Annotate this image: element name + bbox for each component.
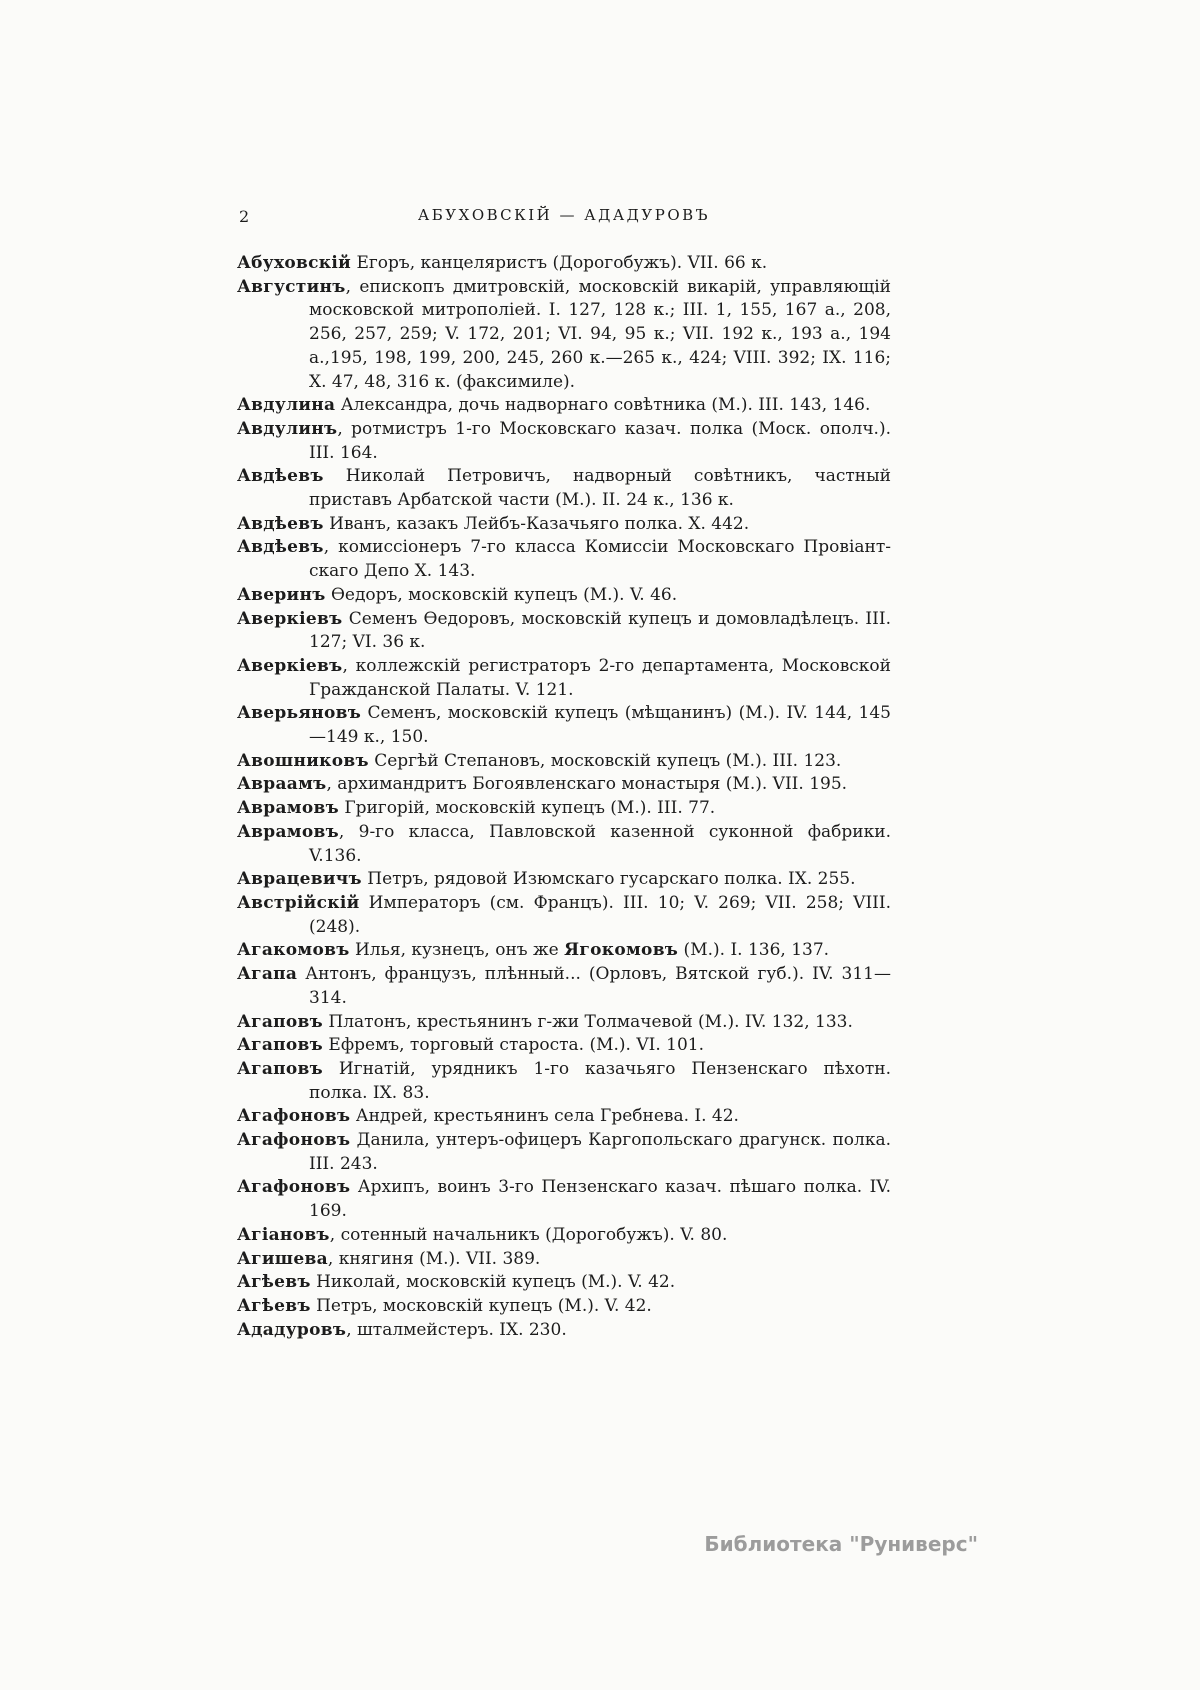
entry-text: , ротмистръ 1-го Московскаго казач. полка (Моск. ополч.). III. 164. [309,418,891,463]
entry-headword: Агаповъ [237,1011,324,1032]
entry-headword: Аврамовъ [237,798,339,819]
entry-headword: Аврацевичъ [237,869,362,890]
entry-text: , комиссіонеръ 7-го класса Комиссіи Московскаго Провіантскаго Депо X. 143. [309,537,891,582]
entry-headword: Агафоновъ [237,1177,351,1198]
entry-headword: Австрійскій [237,892,360,913]
entry-text: , епископъ дмитровскій, московскій викарій, управляющій московской митрополіей. I. 127, 128 к.; III. 1, 155, 167 а., 208, 256, 257, 259; V. 172, 201; VI. 94, 95 к.; VII. 192 к., 193 а., 194 а.,195, 198, 199, 200, 245, 260 к.—265 к., 424; VIII. 392; IX. 116; X. 47, 48, 316 к. (факсимиле). [309,276,891,392]
entry-text: Императоръ (см. Францъ). III. 10; V. 269; VII. 258; VIII. (248). [309,892,891,937]
entry-headword: Авдѣевъ [237,466,324,487]
index-entry [237,1176,891,1223]
index-entry [237,418,891,465]
entry-headword: Агафоновъ [237,1130,351,1151]
entry-headword: Агакомовъ [237,940,350,961]
entry-text: Архипъ, воинъ 3-го Пензенскаго казач. пѣшаго полка. IV. 169. [309,1177,891,1222]
scanned-page [237,206,891,1342]
entry-text: , княгиня (М.). VII. 389. [327,1248,541,1269]
index-entry [237,252,891,276]
entry-headword: Авдѣевъ [237,513,324,534]
entry-headword: Агаповъ [237,1058,324,1079]
entry-headword: Ягокомовъ [564,940,679,961]
entry-headword: Авдѣевъ [237,537,324,558]
entry-headword: Агафоновъ [237,1106,351,1127]
entry-text: Егоръ, канцеляристъ (Дорогобужъ). VII. 66 к. [351,253,768,273]
entry-headword: Агѣевъ [237,1295,311,1316]
index-entry [237,1319,891,1343]
entry-headword: Аверкіевъ [237,608,343,629]
entry-text: Сергѣй Степановъ, московскій купецъ (М.). III. 123. [368,750,842,771]
entry-headword: Агапа [237,964,298,985]
entry-text: Александра, дочь надворнаго совѣтника (М.). III. 143, 146. [335,395,871,416]
entry-headword: Аверьяновъ [237,703,362,724]
index-entry [237,1271,891,1295]
entry-text: , 9-го класса, Павловской казенной суконной фабрики. V.136. [309,821,891,866]
entry-text: Николай, московскій купецъ (М.). V. 42. [310,1272,676,1293]
index-entry [237,465,891,512]
index-entry [237,608,891,655]
index-entry [237,513,891,537]
entry-text: Платонъ, крестьянинъ г-жи Толмачевой (М.). IV. 132, 133. [323,1011,853,1032]
entry-headword: Авраамъ [237,774,327,795]
entry-headword: Ададуровъ [237,1319,347,1340]
entry-headword: Агіановъ [237,1224,330,1245]
entry-headword: Аврамовъ [237,821,339,842]
entry-headword: Агишева [237,1248,328,1269]
entry-text: Иванъ, казакъ Лейбъ-Казачьяго полка. X. 442. [323,513,750,534]
entry-headword: Абуховскій [237,253,352,273]
entry-text: Илья, кузнецъ, онъ же [349,940,565,961]
index-entry [237,797,891,821]
index-entry [237,1248,891,1272]
index-entry [237,939,891,963]
index-entry [237,702,891,749]
page-header [237,206,891,228]
index-entry [237,892,891,939]
entry-text: Андрей, крестьянинъ села Гребнева. I. 42. [350,1106,739,1127]
entry-text: Ефремъ, торговый староста. (М.). VI. 101. [323,1035,705,1056]
entry-text: , коллежскій регистраторъ 2-го департамента, Московской Гражданской Палаты. V. 121. [309,655,891,700]
entry-text: Григорій, московскій купецъ (М.). III. 77. [338,798,716,819]
entry-text: Ѳедоръ, московскій купецъ (М.). V. 46. [325,584,678,605]
index-entries [237,252,891,1342]
entry-text: , сотенный начальникъ (Дорогобужъ). V. 80. [329,1224,728,1245]
index-entry [237,276,891,395]
index-entry [237,1295,891,1319]
entry-text: Данила, унтеръ-офицеръ Каргопольскаго драгунск. полка. III. 243. [309,1130,891,1174]
entry-headword: Авошниковъ [237,750,369,771]
index-entry [237,655,891,702]
entry-text: Петръ, рядовой Изюмскаго гусарскаго полка. IX. 255. [361,869,856,890]
entry-text: , архимандритъ Богоявленскаго монастыря (М.). VII. 195. [326,774,848,795]
index-entry [237,1034,891,1058]
entry-text: Семенъ Ѳедоровъ, московскій купецъ и домовладѣлецъ. III. 127; VI. 36 к. [309,608,891,653]
entry-headword: Агаповъ [237,1035,324,1056]
entry-text: (М.). I. 136, 137. [678,940,830,961]
index-entry [237,536,891,583]
entry-headword: Аверкіевъ [237,655,343,676]
index-entry [237,821,891,868]
index-entry [237,1105,891,1129]
entry-text: Семенъ, московскій купецъ (мѣщанинъ) (М.). IV. 144, 145—149 к., 150. [309,703,891,748]
running-head: АБУХОВСКІЙ — АДАДУРОВЪ [417,206,711,224]
index-entry [237,963,891,1010]
entry-text: , шталмейстеръ. IX. 230. [346,1319,567,1340]
entry-headword: Агѣевъ [237,1272,311,1293]
entry-text: Петръ, московскій купецъ (М.). V. 42. [310,1295,652,1316]
entry-text: Николай Петровичъ, надворный совѣтникъ, частный приставъ Арбатской части (М.). II. 24 к., 136 к. [309,466,891,511]
entry-headword: Авдулина [237,395,336,416]
index-entry [237,1058,891,1105]
index-entry [237,1129,891,1176]
index-entry [237,584,891,608]
entry-headword: Августинъ [237,276,346,297]
watermark: Библиотека "Руниверс" [704,1532,978,1556]
entry-text: Игнатій, урядникъ 1-го казачьяго Пензенскаго пѣхотн. полка. IX. 83. [309,1058,891,1103]
entry-text: Антонъ, французъ, плѣнный... (Орловъ, Вятской губ.). IV. 311—314. [297,964,891,1008]
index-entry [237,773,891,797]
index-entry [237,868,891,892]
entry-headword: Аверинъ [237,584,326,605]
index-entry [237,1011,891,1035]
index-entry [237,394,891,418]
entry-headword: Авдулинъ [237,418,338,439]
index-entry [237,1224,891,1248]
page-number: 2 [239,207,250,226]
index-entry [237,750,891,774]
